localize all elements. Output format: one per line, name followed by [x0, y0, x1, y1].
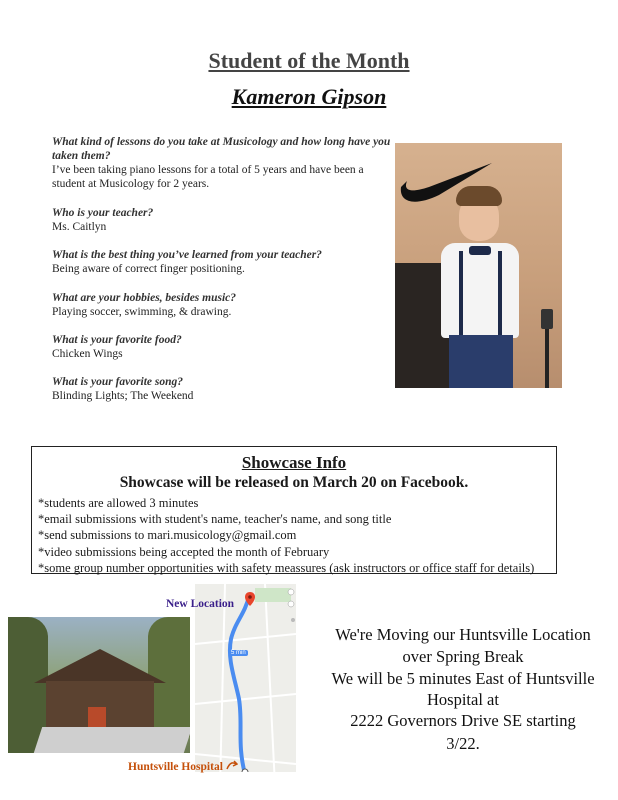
answer: Playing soccer, swimming, & drawing. [52, 306, 232, 318]
moving-line-2: over Spring Break [402, 647, 524, 666]
showcase-item: *students are allowed 3 minutes [38, 496, 199, 510]
question: What kind of lessons do you take at Musicology and how long have you taken them? [52, 136, 391, 162]
new-location-photo [8, 617, 190, 753]
qa-food [52, 333, 397, 361]
question: What is your favorite song? [52, 376, 183, 388]
student-name: Kameron Gipson [231, 84, 387, 109]
nav-bar [195, 772, 296, 786]
answer: Blinding Lights; The Weekend [52, 390, 194, 402]
showcase-item: *send submissions to mari.musicology@gmail.com [38, 528, 297, 543]
student-photo [395, 143, 562, 388]
qa-hobbies [52, 291, 397, 319]
moving-line-3: We will be 5 minutes East of Huntsville [331, 669, 595, 688]
route-map [195, 584, 296, 786]
route-time: 5 min [231, 650, 246, 656]
showcase-subtitle: Showcase will be released on March 20 on Facebook. [119, 474, 469, 491]
moving-address: 2222 Governors Drive SE starting [350, 711, 576, 730]
route-time-badge [229, 650, 248, 656]
answer: I’ve been taking piano lessons for a total of 5 years and have been a student at Musicology for 2 years. [52, 164, 364, 190]
new-location-label: New Location [166, 598, 235, 610]
moving-line-1: We're Moving our Huntsville Location [335, 625, 591, 644]
qa-best-thing [52, 248, 397, 276]
showcase-title: Showcase Info [241, 453, 347, 472]
qa-teacher [52, 206, 397, 234]
hospital-label [128, 760, 238, 773]
qa-lessons [52, 135, 397, 191]
qa-song [52, 375, 397, 403]
page-title: Student of the Month [208, 48, 410, 73]
showcase-item: *video submissions being accepted the month of February [38, 544, 330, 559]
showcase-item: *email submissions with student's name, teacher's name, and song title [38, 512, 392, 527]
question: What is your favorite food? [52, 334, 182, 346]
moving-date: 3/22. [446, 734, 480, 753]
showcase-item: *some group number opportunities with safety meassures (ask instructors or office staff for details) [38, 560, 535, 575]
question: What is the best thing you’ve learned from your teacher? [52, 249, 322, 261]
question: What are your hobbies, besides music? [52, 292, 237, 304]
answer: Being aware of correct finger positioning. [52, 263, 245, 275]
arrow-icon [226, 760, 238, 771]
answer: Chicken Wings [52, 348, 123, 360]
showcase-info-box [31, 446, 557, 574]
bow-tie [469, 246, 491, 255]
answer: Ms. Caitlyn [52, 221, 107, 233]
hospital-label-text: Huntsville Hospital [128, 761, 223, 773]
map-graphic [195, 584, 296, 786]
location-pin-icon [245, 592, 255, 606]
question: Who is your teacher? [52, 207, 154, 219]
moving-line-4: Hospital at [427, 690, 499, 709]
